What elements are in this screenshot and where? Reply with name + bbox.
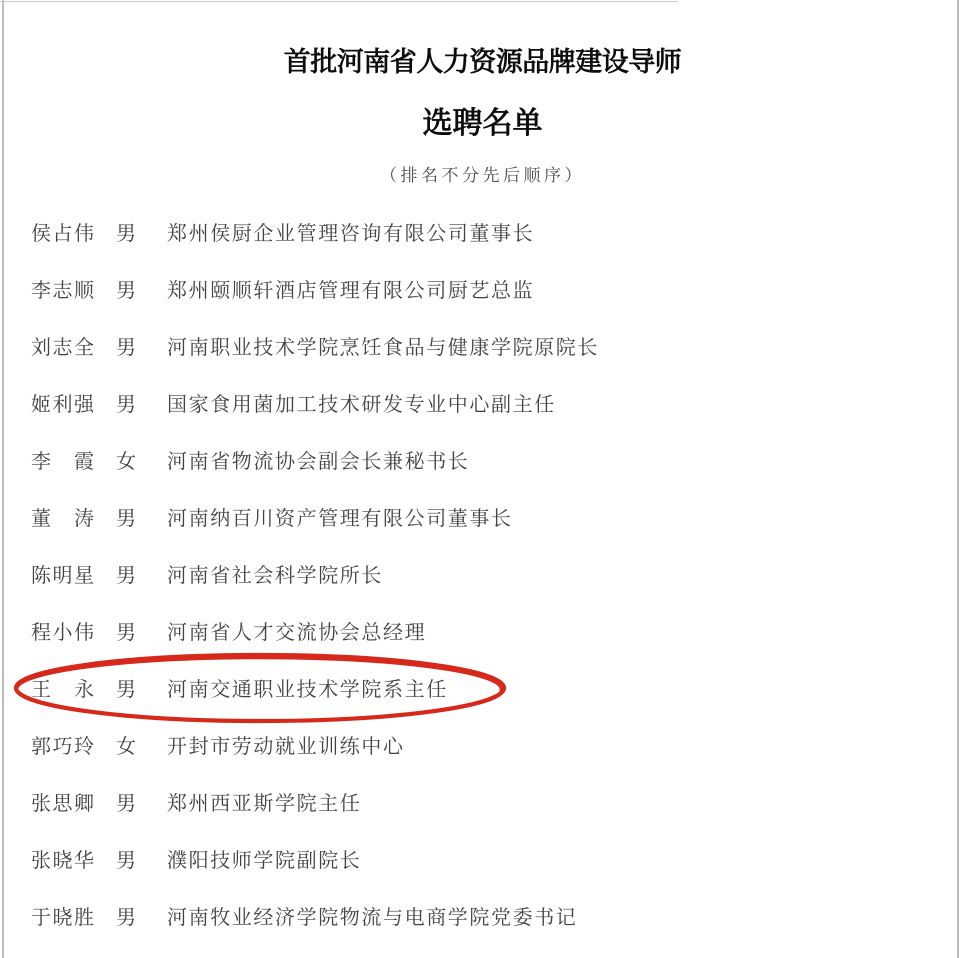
list-item <box>0 659 965 716</box>
page-title: 首批河南省人力资源品牌建设导师 <box>283 47 682 77</box>
list-item <box>0 602 965 659</box>
person-name: 李 霞 <box>31 451 96 473</box>
list-item <box>0 431 965 488</box>
list-item <box>0 887 965 944</box>
person-gender: 男 <box>116 622 136 644</box>
person-position: 河南纳百川资产管理有限公司董事长 <box>167 508 513 530</box>
list-item <box>0 716 965 773</box>
list-item <box>0 545 965 602</box>
person-gender: 男 <box>116 907 136 929</box>
person-name: 王 永 <box>31 679 96 701</box>
person-gender: 男 <box>116 337 136 359</box>
person-name: 陈明星 <box>31 565 96 587</box>
list-item <box>0 260 965 317</box>
person-position: 开封市劳动就业训练中心 <box>167 736 405 758</box>
list-item <box>0 317 965 374</box>
list-item <box>0 203 965 260</box>
person-gender: 男 <box>116 565 136 587</box>
person-name: 李志顺 <box>31 280 96 302</box>
person-name: 郭巧玲 <box>31 736 96 758</box>
mentor-list <box>0 203 965 944</box>
person-gender: 男 <box>116 394 136 416</box>
list-item <box>0 488 965 545</box>
person-gender: 女 <box>116 736 136 758</box>
person-name: 姬利强 <box>31 394 96 416</box>
person-gender: 男 <box>116 508 136 530</box>
person-position: 河南职业技术学院烹饪食品与健康学院原院长 <box>167 337 599 359</box>
person-name: 刘志全 <box>31 337 96 359</box>
person-position: 郑州侯厨企业管理咨询有限公司董事长 <box>167 223 535 245</box>
person-position: 郑州西亚斯学院主任 <box>167 793 362 815</box>
person-position: 郑州颐顺轩酒店管理有限公司厨艺总监 <box>167 280 535 302</box>
list-item <box>0 830 965 887</box>
page-subtitle: 选聘名单 <box>422 107 543 140</box>
person-name: 董 涛 <box>31 508 96 530</box>
person-name: 张思卿 <box>31 793 96 815</box>
person-position: 河南省社会科学院所长 <box>167 565 383 587</box>
person-position: 濮阳技师学院副院长 <box>167 850 362 872</box>
person-name: 侯占伟 <box>31 223 96 245</box>
list-item <box>0 773 965 830</box>
person-position: 国家食用菌加工技术研发专业中心副主任 <box>167 394 556 416</box>
person-gender: 男 <box>116 223 136 245</box>
person-position: 河南交通职业技术学院系主任 <box>167 679 448 701</box>
person-name: 张晓华 <box>31 850 96 872</box>
person-gender: 男 <box>116 280 136 302</box>
person-name: 程小伟 <box>31 622 96 644</box>
person-position: 河南牧业经济学院物流与电商学院党委书记 <box>167 907 578 929</box>
ranking-note: （排名不分先后顺序） <box>380 166 585 185</box>
person-gender: 男 <box>116 793 136 815</box>
person-position: 河南省物流协会副会长兼秘书长 <box>167 451 470 473</box>
list-item <box>0 374 965 431</box>
person-gender: 女 <box>116 451 136 473</box>
person-position: 河南省人才交流协会总经理 <box>167 622 427 644</box>
page-edge-top <box>0 1 678 2</box>
person-gender: 男 <box>116 850 136 872</box>
person-gender: 男 <box>116 679 136 701</box>
person-name: 于晓胜 <box>31 907 96 929</box>
